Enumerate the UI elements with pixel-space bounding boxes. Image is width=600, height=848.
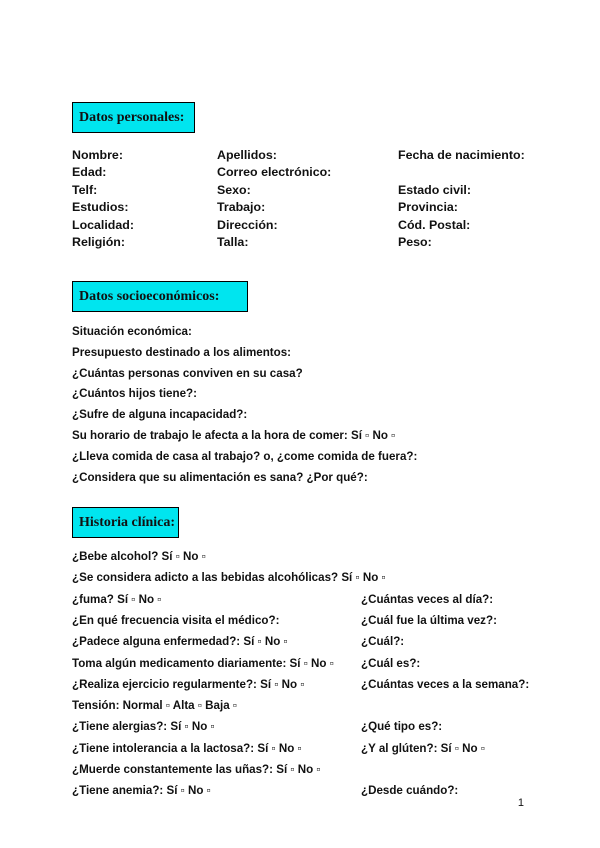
personal-field-label: Fecha de nacimiento: — [398, 148, 525, 162]
clinical-question: ¿Tiene anemia?: Sí ▫ No ▫ — [72, 784, 211, 798]
clinical-followup-question: ¿Qué tipo es?: — [361, 720, 443, 734]
personal-field-label: Estudios: — [72, 200, 129, 215]
personal-field-label: Provincia: — [398, 200, 458, 215]
personal-field-label: Religión: — [72, 235, 125, 249]
socioeconomic-question: ¿Considera que su alimentación es sana? ¿Por qué?: — [72, 470, 368, 484]
personal-field-label: Apellidos: — [217, 148, 277, 162]
personal-field-label: Peso: — [398, 235, 432, 249]
personal-field-label: Estado civil: — [398, 182, 471, 197]
personal-field-label: Trabajo: — [217, 200, 266, 215]
clinical-question: Toma algún medicamento diariamente: Sí ▫ No ▫ — [72, 656, 334, 670]
clinical-question: ¿Muerde constantemente las uñas?: Sí ▫ No ▫ — [72, 763, 321, 776]
personal-field-label: Sexo: — [217, 182, 251, 197]
page-number: 1 — [517, 797, 524, 809]
personal-field-label: Telf: — [72, 182, 98, 197]
personal-data-heading: Datos personales: — [72, 102, 195, 133]
clinical-followup-question: ¿Cuántas veces al día?: — [361, 592, 494, 606]
clinical-question: ¿Se considera adicto a las bebidas alcohólicas? Sí ▫ No ▫ — [72, 571, 386, 585]
socioeconomic-data-heading: Datos socioeconómicos: — [72, 281, 248, 312]
clinical-question: ¿Tiene alergias?: Sí ▫ No ▫ — [72, 720, 215, 734]
clinical-followup-question: ¿Cuál es?: — [361, 656, 421, 670]
socioeconomic-question: ¿Sufre de alguna incapacidad?: — [72, 408, 248, 422]
clinical-question: Tensión: Normal ▫ Alta ▫ Baja ▫ — [72, 699, 238, 713]
personal-field-label: Correo electrónico: — [217, 165, 332, 180]
personal-field-label: Edad: — [72, 165, 107, 180]
socioeconomic-question: ¿Cuántas personas conviven en su casa? — [72, 366, 303, 380]
personal-field-label: Talla: — [217, 235, 249, 249]
clinical-history-heading: Historia clínica: — [72, 507, 179, 538]
socioeconomic-question: Su horario de trabajo le afecta a la hora de comer: Sí ▫ No ▫ — [72, 429, 396, 442]
personal-field-label: Localidad: — [72, 217, 134, 232]
clinical-question: ¿Tiene intolerancia a la lactosa?: Sí ▫ No ▫ — [72, 741, 302, 755]
personal-field-label: Nombre: — [72, 148, 123, 162]
socioeconomic-question: ¿Lleva comida de casa al trabajo? o, ¿come comida de fuera?: — [72, 449, 418, 463]
clinical-question: ¿Bebe alcohol? Sí ▫ No ▫ — [72, 550, 206, 563]
socioeconomic-question: ¿Cuántos hijos tiene?: — [72, 387, 197, 401]
clinical-question: ¿fuma? Sí ▫ No ▫ — [72, 592, 162, 606]
socioeconomic-question: Situación económica: — [72, 325, 192, 338]
clinical-followup-question: ¿Desde cuándo?: — [361, 784, 459, 798]
socioeconomic-question: Presupuesto destinado a los alimentos: — [72, 345, 292, 359]
personal-field-label: Cód. Postal: — [398, 217, 471, 232]
clinical-question: ¿Padece alguna enfermedad?: Sí ▫ No ▫ — [72, 635, 288, 649]
clinical-question: ¿Realiza ejercicio regularmente?: Sí ▫ No ▫ — [72, 677, 305, 691]
clinical-followup-question: ¿Cuántas veces a la semana?: — [361, 677, 530, 691]
clinical-followup-question: ¿Cuál fue la última vez?: — [361, 613, 497, 627]
personal-field-label: Dirección: — [217, 217, 278, 232]
clinical-question: ¿En qué frecuencia visita el médico?: — [72, 613, 280, 627]
clinical-followup-question: ¿Cuál?: — [361, 635, 405, 649]
clinical-followup-question: ¿Y al glúten?: Sí ▫ No ▫ — [361, 741, 485, 755]
